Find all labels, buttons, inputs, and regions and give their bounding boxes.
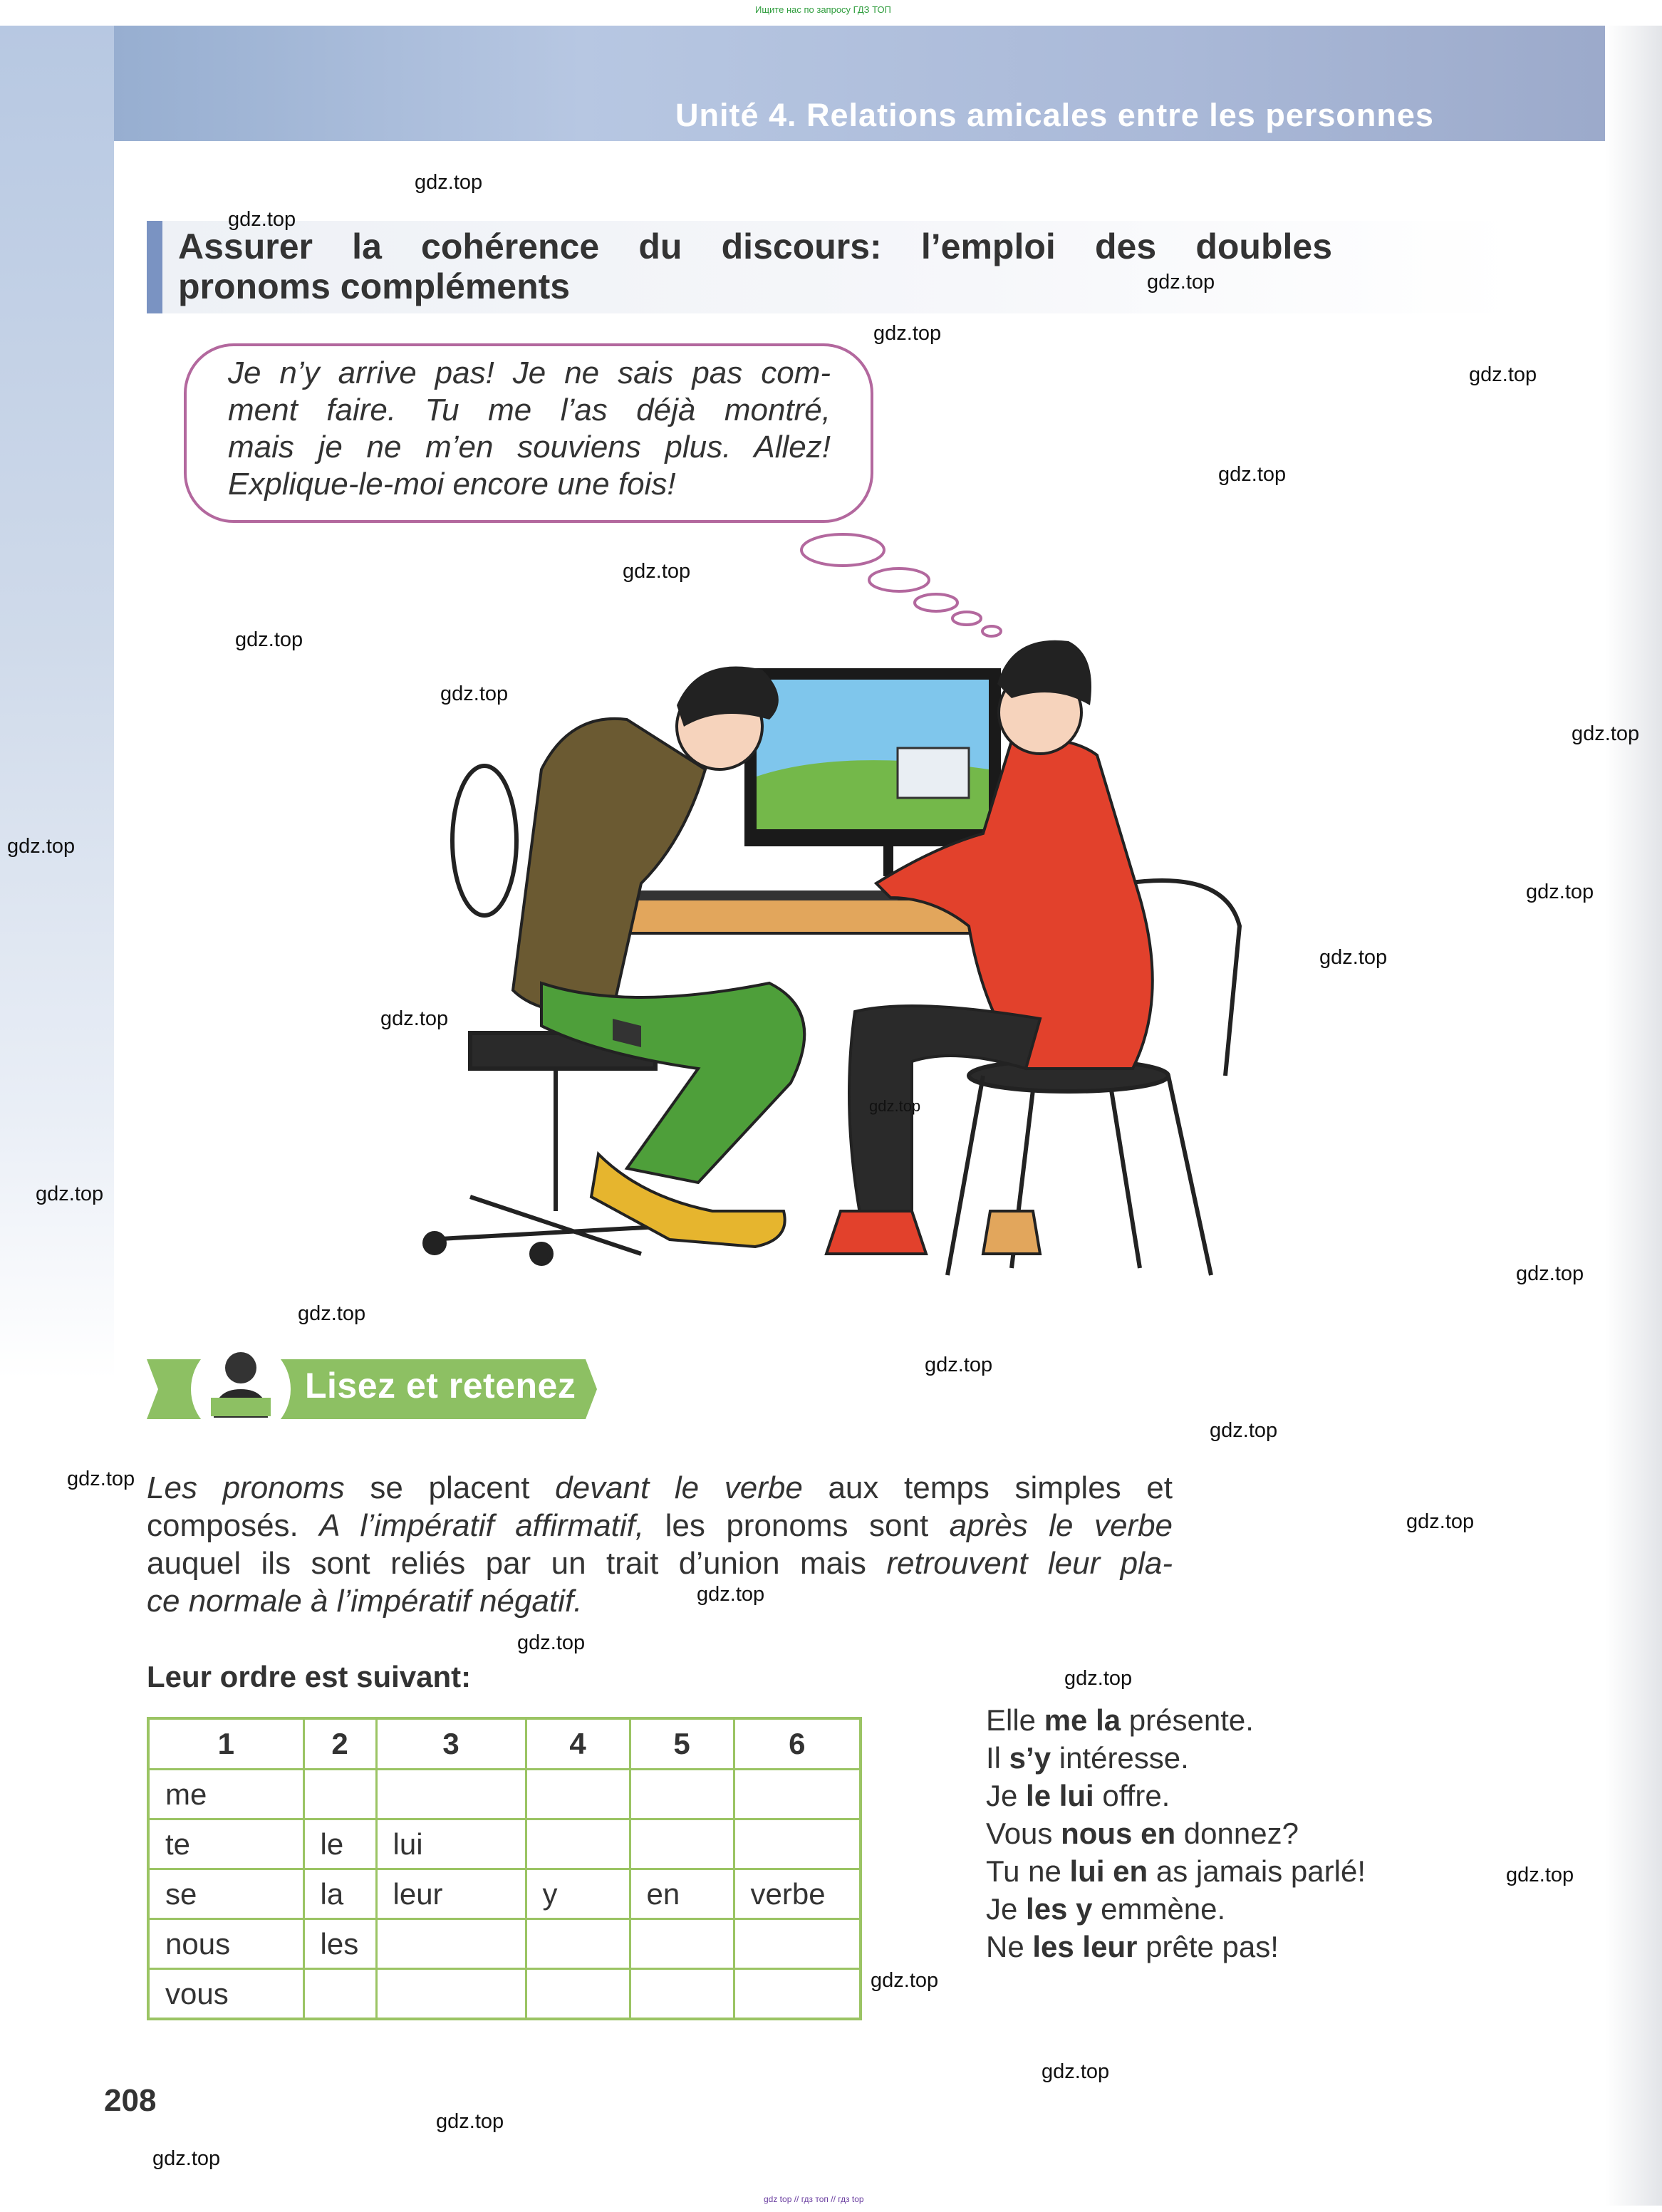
table-cell: me: [148, 1770, 303, 1819]
watermark: gdz.top: [1406, 1510, 1475, 1533]
watermark: gdz.top: [871, 1969, 939, 1992]
lisez-et-retenez-label: Lisez et retenez: [305, 1366, 576, 1406]
rule-line: [147, 1544, 1173, 1582]
example-sentence: [986, 1777, 1366, 1814]
watermark: gdz.top: [228, 208, 296, 231]
rule-italic: après le verbe: [949, 1508, 1173, 1543]
example-sentence: [986, 1814, 1366, 1852]
rule-text: aux temps simples et: [802, 1470, 1173, 1505]
watermark: gdz.top: [1506, 1864, 1574, 1886]
example-text: Elle: [986, 1703, 1044, 1737]
watermark: gdz.top: [415, 171, 483, 194]
example-text: Je: [986, 1892, 1027, 1926]
example-text: as jamais parlé!: [1148, 1854, 1366, 1888]
table-row: [148, 1919, 861, 1969]
table-cell: te: [148, 1819, 303, 1869]
example-pronouns: les y: [1026, 1892, 1093, 1926]
watermark: gdz.top: [152, 2147, 221, 2170]
table-cell: [734, 1919, 861, 1969]
table-row: [148, 1770, 861, 1819]
table-header: 4: [526, 1718, 630, 1770]
table-cell: [630, 1969, 734, 2020]
table-cell: [734, 1969, 861, 2020]
example-text: intéresse.: [1051, 1741, 1189, 1775]
table-row: [148, 1869, 861, 1919]
example-text: prête pas!: [1137, 1930, 1279, 1963]
example-pronouns: lui en: [1069, 1854, 1148, 1888]
rule-text: auquel ils sont reliés par un trait d’union mais: [147, 1546, 887, 1581]
bubble-line: ment faire. Tu me l’as déjà montré,: [228, 393, 831, 427]
table-cell: [630, 1770, 734, 1819]
table-cell: leur: [376, 1869, 526, 1919]
rule-italic: A l’impératif affirmatif,: [319, 1508, 645, 1543]
rule-line: [147, 1469, 1173, 1507]
table-cell: en: [630, 1869, 734, 1919]
example-text: présente.: [1121, 1703, 1254, 1737]
table-header-row: [148, 1718, 861, 1770]
watermark: gdz.top: [1469, 363, 1537, 386]
example-text: emmène.: [1092, 1892, 1226, 1926]
watermark: gdz.top: [36, 1183, 104, 1205]
watermark: gdz.top: [67, 1468, 135, 1490]
watermark: gdz.top: [235, 628, 303, 651]
watermark: gdz.top: [1042, 2060, 1110, 2083]
table-cell: nous: [148, 1919, 303, 1969]
example-pronouns: s’y: [1009, 1741, 1051, 1775]
table-cell: [734, 1770, 861, 1819]
example-sentence: [986, 1739, 1366, 1777]
watermark: gdz.top: [298, 1302, 366, 1325]
table-row: [148, 1969, 861, 2020]
table-header: 6: [734, 1718, 861, 1770]
rule-italic: ce normale à l’impératif négatif.: [147, 1584, 583, 1619]
example-pronouns: nous en: [1061, 1817, 1176, 1850]
table-cell: [526, 1919, 630, 1969]
example-text: Vous: [986, 1817, 1061, 1850]
table-cell: vous: [148, 1969, 303, 2020]
table-cell: [526, 1819, 630, 1869]
example-text: offre.: [1094, 1779, 1170, 1812]
table-cell: [303, 1969, 376, 2020]
table-header: 2: [303, 1718, 376, 1770]
rule-text: se placent: [344, 1470, 556, 1505]
watermark: gdz.top: [1516, 1262, 1584, 1285]
rule-text: composés.: [147, 1508, 320, 1543]
unit-title: Unité 4. Relations amicales entre les personnes: [675, 97, 1434, 133]
rule-line: [147, 1507, 1173, 1544]
example-sentence: [986, 1701, 1366, 1739]
table-row: [148, 1819, 861, 1869]
table-cell: [376, 1770, 526, 1819]
bubble-line: mais je ne m’en souviens plus. Allez!: [228, 430, 831, 464]
table-cell: [376, 1969, 526, 2020]
example-sentence: [986, 1890, 1366, 1928]
table-cell: y: [526, 1869, 630, 1919]
watermark: gdz.top: [1526, 881, 1594, 903]
example-text: Tu ne: [986, 1854, 1070, 1888]
table-cell: [526, 1770, 630, 1819]
rule-line: [147, 1582, 1173, 1620]
bubble-line: Je n’y arrive pas! Je ne sais pas com-: [228, 355, 831, 390]
table-header: 1: [148, 1718, 303, 1770]
pronoun-order-table: [147, 1717, 862, 2020]
heading-line-1: Assurer la cohérence du discours: l’emploi des doubles: [178, 227, 1332, 266]
page-number: 208: [104, 2083, 157, 2118]
rule-italic: Les pronoms: [147, 1470, 345, 1505]
table-cell: [526, 1969, 630, 2020]
watermark: gdz.top: [623, 560, 691, 583]
table-cell: le: [303, 1819, 376, 1869]
example-text: Je: [986, 1779, 1027, 1812]
grammar-rule: [147, 1469, 1173, 1620]
watermark: gdz.top: [517, 1631, 586, 1654]
example-text: Ne: [986, 1930, 1033, 1963]
top-note[interactable]: Ищите нас по запросу ГДЗ ТОП: [755, 4, 891, 15]
table-cell: se: [148, 1869, 303, 1919]
watermark: gdz.top: [1064, 1667, 1133, 1690]
heading-line-2: pronoms compléments: [178, 266, 571, 306]
watermark: gdz.top: [1218, 463, 1287, 486]
watermark: gdz.top: [380, 1007, 449, 1030]
rule-text: les pronoms sont: [644, 1508, 950, 1543]
order-title: Leur ordre est suivant:: [147, 1660, 472, 1693]
watermark: gdz.top: [873, 322, 942, 345]
table-cell: verbe: [734, 1869, 861, 1919]
example-text: donnez?: [1175, 1817, 1299, 1850]
watermark: gdz.top: [1572, 722, 1640, 745]
watermark: gdz.top: [869, 1097, 921, 1115]
example-pronouns: les leur: [1032, 1930, 1138, 1963]
example-sentence: [986, 1928, 1366, 1966]
example-pronouns: me la: [1044, 1703, 1121, 1737]
table-cell: [376, 1919, 526, 1969]
watermark: gdz.top: [440, 682, 509, 705]
watermark: gdz.top: [7, 835, 76, 858]
rule-italic: retrouvent leur pla-: [886, 1546, 1173, 1581]
example-sentences: [986, 1701, 1366, 1966]
example-sentence: [986, 1852, 1366, 1890]
table-cell: [734, 1819, 861, 1869]
table-cell: lui: [376, 1819, 526, 1869]
watermark: gdz.top: [925, 1354, 993, 1376]
table-cell: [630, 1819, 734, 1869]
rule-italic: devant le verbe: [555, 1470, 803, 1505]
watermark: gdz.top: [1210, 1419, 1278, 1442]
table-header: 5: [630, 1718, 734, 1770]
watermark: gdz.top: [697, 1583, 765, 1606]
watermark: gdz.top: [436, 2110, 504, 2133]
table-cell: [303, 1770, 376, 1819]
table-cell: [630, 1919, 734, 1969]
table-header: 3: [376, 1718, 526, 1770]
watermark: gdz.top: [1147, 271, 1215, 294]
bottom-note[interactable]: gdz top // гдз топ // гдз top: [764, 2194, 864, 2204]
example-text: Il: [986, 1741, 1009, 1775]
table-cell: les: [303, 1919, 376, 1969]
table-cell: la: [303, 1869, 376, 1919]
bubble-line: Explique-le-moi encore une fois!: [228, 467, 676, 502]
example-pronouns: le lui: [1026, 1779, 1094, 1812]
watermark: gdz.top: [1319, 946, 1388, 969]
